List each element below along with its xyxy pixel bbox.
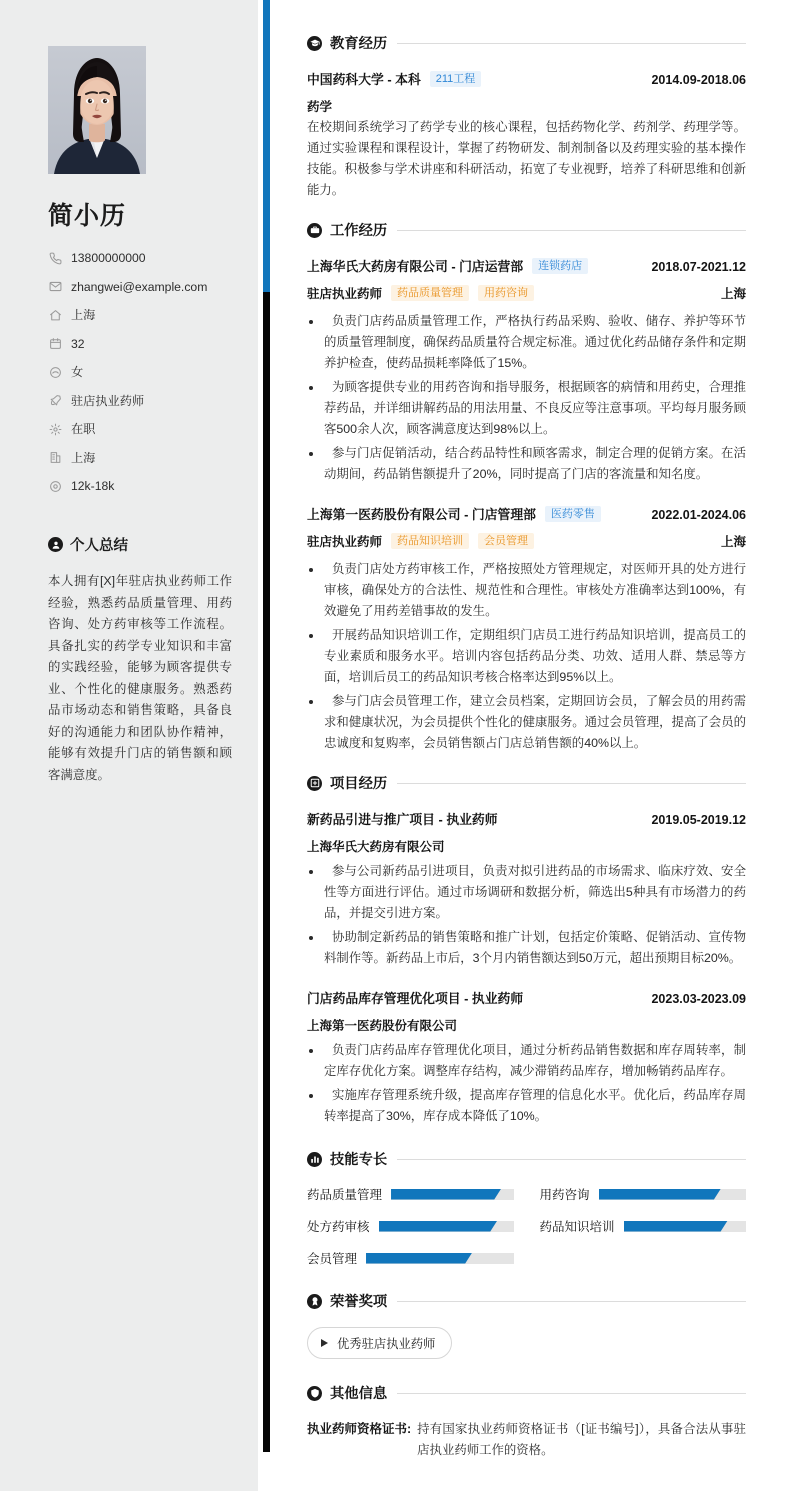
calendar-icon bbox=[48, 337, 62, 351]
skill-fill bbox=[624, 1221, 728, 1232]
section-skills bbox=[307, 1149, 746, 1267]
role-tag: 药品质量管理 bbox=[391, 285, 469, 301]
school-name: 中国药科大学 - 本科 bbox=[307, 72, 421, 87]
contact-position bbox=[48, 393, 232, 409]
skill-track bbox=[599, 1189, 746, 1200]
contact-gender bbox=[48, 364, 232, 380]
entry-header-row bbox=[307, 69, 746, 88]
bullet-item: 开展药品知识培训工作，定期组织门店员工进行药品知识培训，提高员工的专业素质和服务水平。培训内容包括药品分类、功效、适用人群、禁忌等方面，培训后员工的药品知识考核合格率达到95%以上。 bbox=[307, 625, 746, 688]
entry-role-row bbox=[307, 284, 746, 302]
role-title: 驻店执业药师 bbox=[307, 287, 383, 301]
contact-value: 上海 bbox=[71, 308, 96, 322]
bullet-item: 实施库存管理系统升级，提高库存管理的信息化水平。优化后，药品库存周转率提高了30%，库存成本降低了10%。 bbox=[307, 1085, 746, 1127]
honor-label: 优秀驻店执业药师 bbox=[337, 1337, 436, 1351]
skill-fill bbox=[391, 1189, 501, 1200]
role-title: 驻店执业药师 bbox=[307, 535, 383, 549]
sidebar bbox=[0, 0, 258, 1491]
skills-grid bbox=[307, 1185, 746, 1267]
summary-text: 本人拥有[X]年驻店执业药师工作经验，熟悉药品质量管理、用药咨询、处方药审核等工作流程。具备扎实的药学专业知识和丰富的实践经验，能够为顾客提供专业、个性化的健康服务。熟悉药品市场动态和销售策略，具备良好的沟通能力和团队协作精神，能够有效提升门店的销售额和顾客满意度。 bbox=[48, 574, 232, 782]
work-bullets bbox=[307, 559, 746, 754]
section-header bbox=[307, 220, 746, 240]
contact-age bbox=[48, 336, 232, 352]
contact-value: 上海 bbox=[71, 450, 96, 465]
page-title: 简小历 bbox=[48, 202, 127, 230]
section-title: 教育经历 bbox=[330, 36, 388, 52]
contact-value: zhangwei@example.com bbox=[71, 279, 208, 294]
home-icon bbox=[48, 308, 62, 322]
role-tag: 会员管理 bbox=[478, 533, 534, 549]
skill-fill bbox=[366, 1253, 472, 1264]
education-description: 在校期间系统学习了药学专业的核心课程，包括药物化学、药剂学、药理学等。通过实验课程和课程设计，掌握了药物研发、制剂制备以及药理实验的基本操作技能。积极参与学术讲座和科研活动，拓宽了专业视野，培养了科研思维和创新能力。 bbox=[307, 120, 746, 197]
project-entry bbox=[307, 809, 746, 969]
project-name: 门店药品库存管理优化项目 - 执业药师 bbox=[307, 991, 524, 1006]
entry-left bbox=[307, 256, 588, 275]
skill-item bbox=[307, 1249, 514, 1267]
work-entry bbox=[307, 504, 746, 754]
skill-item bbox=[307, 1217, 514, 1235]
bullet-item: 参与门店促销活动，结合药品特性和顾客需求，制定合理的促销方案。在活动期间，药品销售额提升了20%，同时提高了门店的客流量和知名度。 bbox=[307, 443, 746, 485]
section-rule bbox=[397, 1301, 746, 1302]
project-bullets bbox=[307, 861, 746, 969]
skill-track bbox=[366, 1253, 513, 1264]
bullet-item: 参与公司新药品引进项目，负责对拟引进药品的市场需求、临床疗效、安全性等方面进行评估。通过市场调研和数据分析，筛选出5种具有市场潜力的药品，并提交引进方案。 bbox=[307, 861, 746, 924]
portrait-photo bbox=[48, 46, 146, 174]
section-title: 荣誉奖项 bbox=[330, 1294, 388, 1310]
bullet-item: 协助制定新药品的销售策略和推广计划，包括定价策略、促销活动、宣传物料制作等。新药品上市后，3个月内销售额达到50万元，超出预期目标20%。 bbox=[307, 927, 746, 969]
phone-icon bbox=[48, 251, 62, 265]
entry-left bbox=[307, 284, 534, 302]
entry-header-row bbox=[307, 809, 746, 828]
skill-label: 用药咨询 bbox=[539, 1188, 590, 1202]
skill-fill bbox=[379, 1221, 498, 1232]
bullet-item: 负责门店处方药审核工作，严格按照处方管理规定，对医师开具的处方进行审核，确保处方的合法性、规范性和合理性。审核处方准确率达到100%，有效避免了用药差错事故的发生。 bbox=[307, 559, 746, 622]
skill-item bbox=[307, 1185, 514, 1203]
play-triangle-icon bbox=[321, 1339, 328, 1347]
summary-header bbox=[48, 534, 232, 555]
contact-list bbox=[48, 250, 232, 494]
gender-icon bbox=[48, 365, 62, 379]
section-header bbox=[307, 1383, 746, 1403]
work-location: 上海 bbox=[720, 535, 746, 549]
contact-value: 驻店执业药师 bbox=[71, 393, 145, 408]
section-header bbox=[307, 1291, 746, 1311]
work-location: 上海 bbox=[720, 287, 746, 301]
education-date: 2014.09-2018.06 bbox=[651, 73, 746, 87]
project-company: 上海第一医药股份有限公司 bbox=[307, 1019, 458, 1033]
bullet-item: 为顾客提供专业的用药咨询和指导服务，根据顾客的病情和用药史，合理推荐药品，并详细讲解药品的用法用量、不良反应等注意事项。平均每月服务顾客500余人次，顾客满意度达到98%以上。 bbox=[307, 377, 746, 440]
graduation-icon bbox=[307, 36, 322, 51]
education-tag: 211工程 bbox=[430, 71, 482, 87]
contact-salary bbox=[48, 478, 232, 494]
contact-value: 13800000000 bbox=[71, 251, 146, 265]
avatar bbox=[48, 46, 146, 174]
company-name: 上海第一医药股份有限公司 - 门店管理部 bbox=[307, 507, 536, 522]
honor-list bbox=[307, 1327, 746, 1359]
entry-left bbox=[307, 504, 601, 523]
skill-label: 处方药审核 bbox=[307, 1220, 370, 1234]
company-name: 上海华氏大药房有限公司 - 门店运营部 bbox=[307, 259, 524, 274]
gear-icon bbox=[48, 422, 62, 436]
skill-track bbox=[624, 1221, 746, 1232]
section-other-info bbox=[307, 1383, 746, 1461]
contact-phone bbox=[48, 250, 232, 266]
section-rule bbox=[397, 783, 746, 784]
accent-divider bbox=[263, 0, 270, 1452]
salary-icon bbox=[48, 479, 62, 493]
rocket-icon bbox=[48, 394, 62, 408]
project-entry bbox=[307, 988, 746, 1127]
skill-item bbox=[540, 1217, 747, 1235]
skill-fill bbox=[599, 1189, 721, 1200]
contact-value: 12k-18k bbox=[71, 479, 115, 493]
role-tag: 用药咨询 bbox=[478, 285, 534, 301]
section-project bbox=[307, 773, 746, 1127]
other-info-item bbox=[307, 1419, 746, 1461]
bullet-item: 负责门店药品质量管理工作，严格执行药品采购、验收、储存、养护等环节的质量管理制度，确保药品质量符合规定标准。通过优化药品储存条件和定期养护检查，使药品损耗率降低了15%。 bbox=[307, 311, 746, 374]
skill-track bbox=[379, 1221, 514, 1232]
section-work bbox=[307, 220, 746, 754]
contact-value: 32 bbox=[71, 336, 85, 351]
skill-track bbox=[391, 1189, 513, 1200]
project-name: 新药品引进与推广项目 - 执业药师 bbox=[307, 812, 498, 827]
education-entry bbox=[307, 69, 746, 201]
skill-label: 会员管理 bbox=[307, 1252, 358, 1266]
project-company: 上海华氏大药房有限公司 bbox=[307, 840, 445, 854]
summary-title: 个人总结 bbox=[70, 538, 128, 554]
entry-header-row bbox=[307, 988, 746, 1007]
project-date: 2023.03-2023.09 bbox=[651, 992, 746, 1006]
mail-icon bbox=[48, 280, 62, 294]
contact-status bbox=[48, 421, 232, 437]
honor-item[interactable] bbox=[307, 1327, 452, 1359]
building-icon bbox=[48, 451, 62, 465]
section-rule bbox=[397, 1393, 746, 1394]
work-date: 2022.01-2024.06 bbox=[651, 508, 746, 522]
skill-label: 药品质量管理 bbox=[307, 1188, 383, 1202]
entry-header-row bbox=[307, 256, 746, 275]
chart-icon bbox=[307, 1152, 322, 1167]
section-rule bbox=[397, 1159, 746, 1160]
section-title: 其他信息 bbox=[330, 1386, 388, 1402]
contact-value: 女 bbox=[71, 365, 84, 379]
skill-item bbox=[540, 1185, 747, 1203]
section-title: 技能专长 bbox=[330, 1152, 388, 1168]
work-entry bbox=[307, 256, 746, 485]
company-tag: 医药零售 bbox=[545, 506, 601, 522]
other-info-label: 执业药师资格证书: bbox=[307, 1422, 412, 1436]
contact-work-city bbox=[48, 450, 232, 466]
user-icon bbox=[48, 537, 63, 552]
main-content bbox=[258, 0, 794, 1491]
section-header bbox=[307, 33, 746, 53]
entry-header-row bbox=[307, 504, 746, 523]
entry-left bbox=[307, 532, 534, 550]
bullet-item: 负责门店药品库存管理优化项目，通过分析药品销售数据和库存周转率，制定库存优化方案。调整库存结构，减少滞销药品库存，增加畅销药品库存。 bbox=[307, 1040, 746, 1082]
summary-section bbox=[48, 534, 232, 786]
divider-dark-segment bbox=[263, 292, 270, 1452]
bullet-item: 参与门店会员管理工作，建立会员档案，定期回访会员，了解会员的用药需求和健康状况，为会员提供个性化的健康服务。通过会员管理，提高了会员的忠诚度和复购率，会员销售额占门店总销售额的40%以上。 bbox=[307, 691, 746, 754]
project-date: 2019.05-2019.12 bbox=[651, 813, 746, 827]
other-info-value: 持有国家执业药师资格证书（[证书编号]），具备合法从事驻店执业药师工作的资格。 bbox=[417, 1422, 746, 1457]
divider-blue-segment bbox=[263, 0, 270, 292]
section-rule bbox=[397, 230, 746, 231]
company-tag: 连锁药店 bbox=[532, 258, 588, 274]
section-rule bbox=[397, 43, 746, 44]
section-header bbox=[307, 1149, 746, 1169]
work-bullets bbox=[307, 311, 746, 485]
work-date: 2018.07-2021.12 bbox=[651, 260, 746, 274]
award-icon bbox=[307, 1294, 322, 1309]
contact-value: 在职 bbox=[71, 422, 96, 436]
info-icon bbox=[307, 1386, 322, 1401]
project-icon bbox=[307, 776, 322, 791]
contact-city bbox=[48, 307, 232, 323]
section-title: 工作经历 bbox=[330, 223, 388, 239]
role-tag: 药品知识培训 bbox=[391, 533, 469, 549]
skill-label: 药品知识培训 bbox=[539, 1220, 615, 1234]
entry-left bbox=[307, 69, 481, 88]
section-education bbox=[307, 33, 746, 201]
section-honors bbox=[307, 1291, 746, 1359]
section-header bbox=[307, 773, 746, 793]
section-title: 项目经历 bbox=[330, 776, 388, 792]
contact-email bbox=[48, 279, 232, 295]
entry-role-row bbox=[307, 532, 746, 550]
briefcase-icon bbox=[307, 223, 322, 238]
project-bullets bbox=[307, 1040, 746, 1127]
major-name: 药学 bbox=[307, 100, 333, 114]
